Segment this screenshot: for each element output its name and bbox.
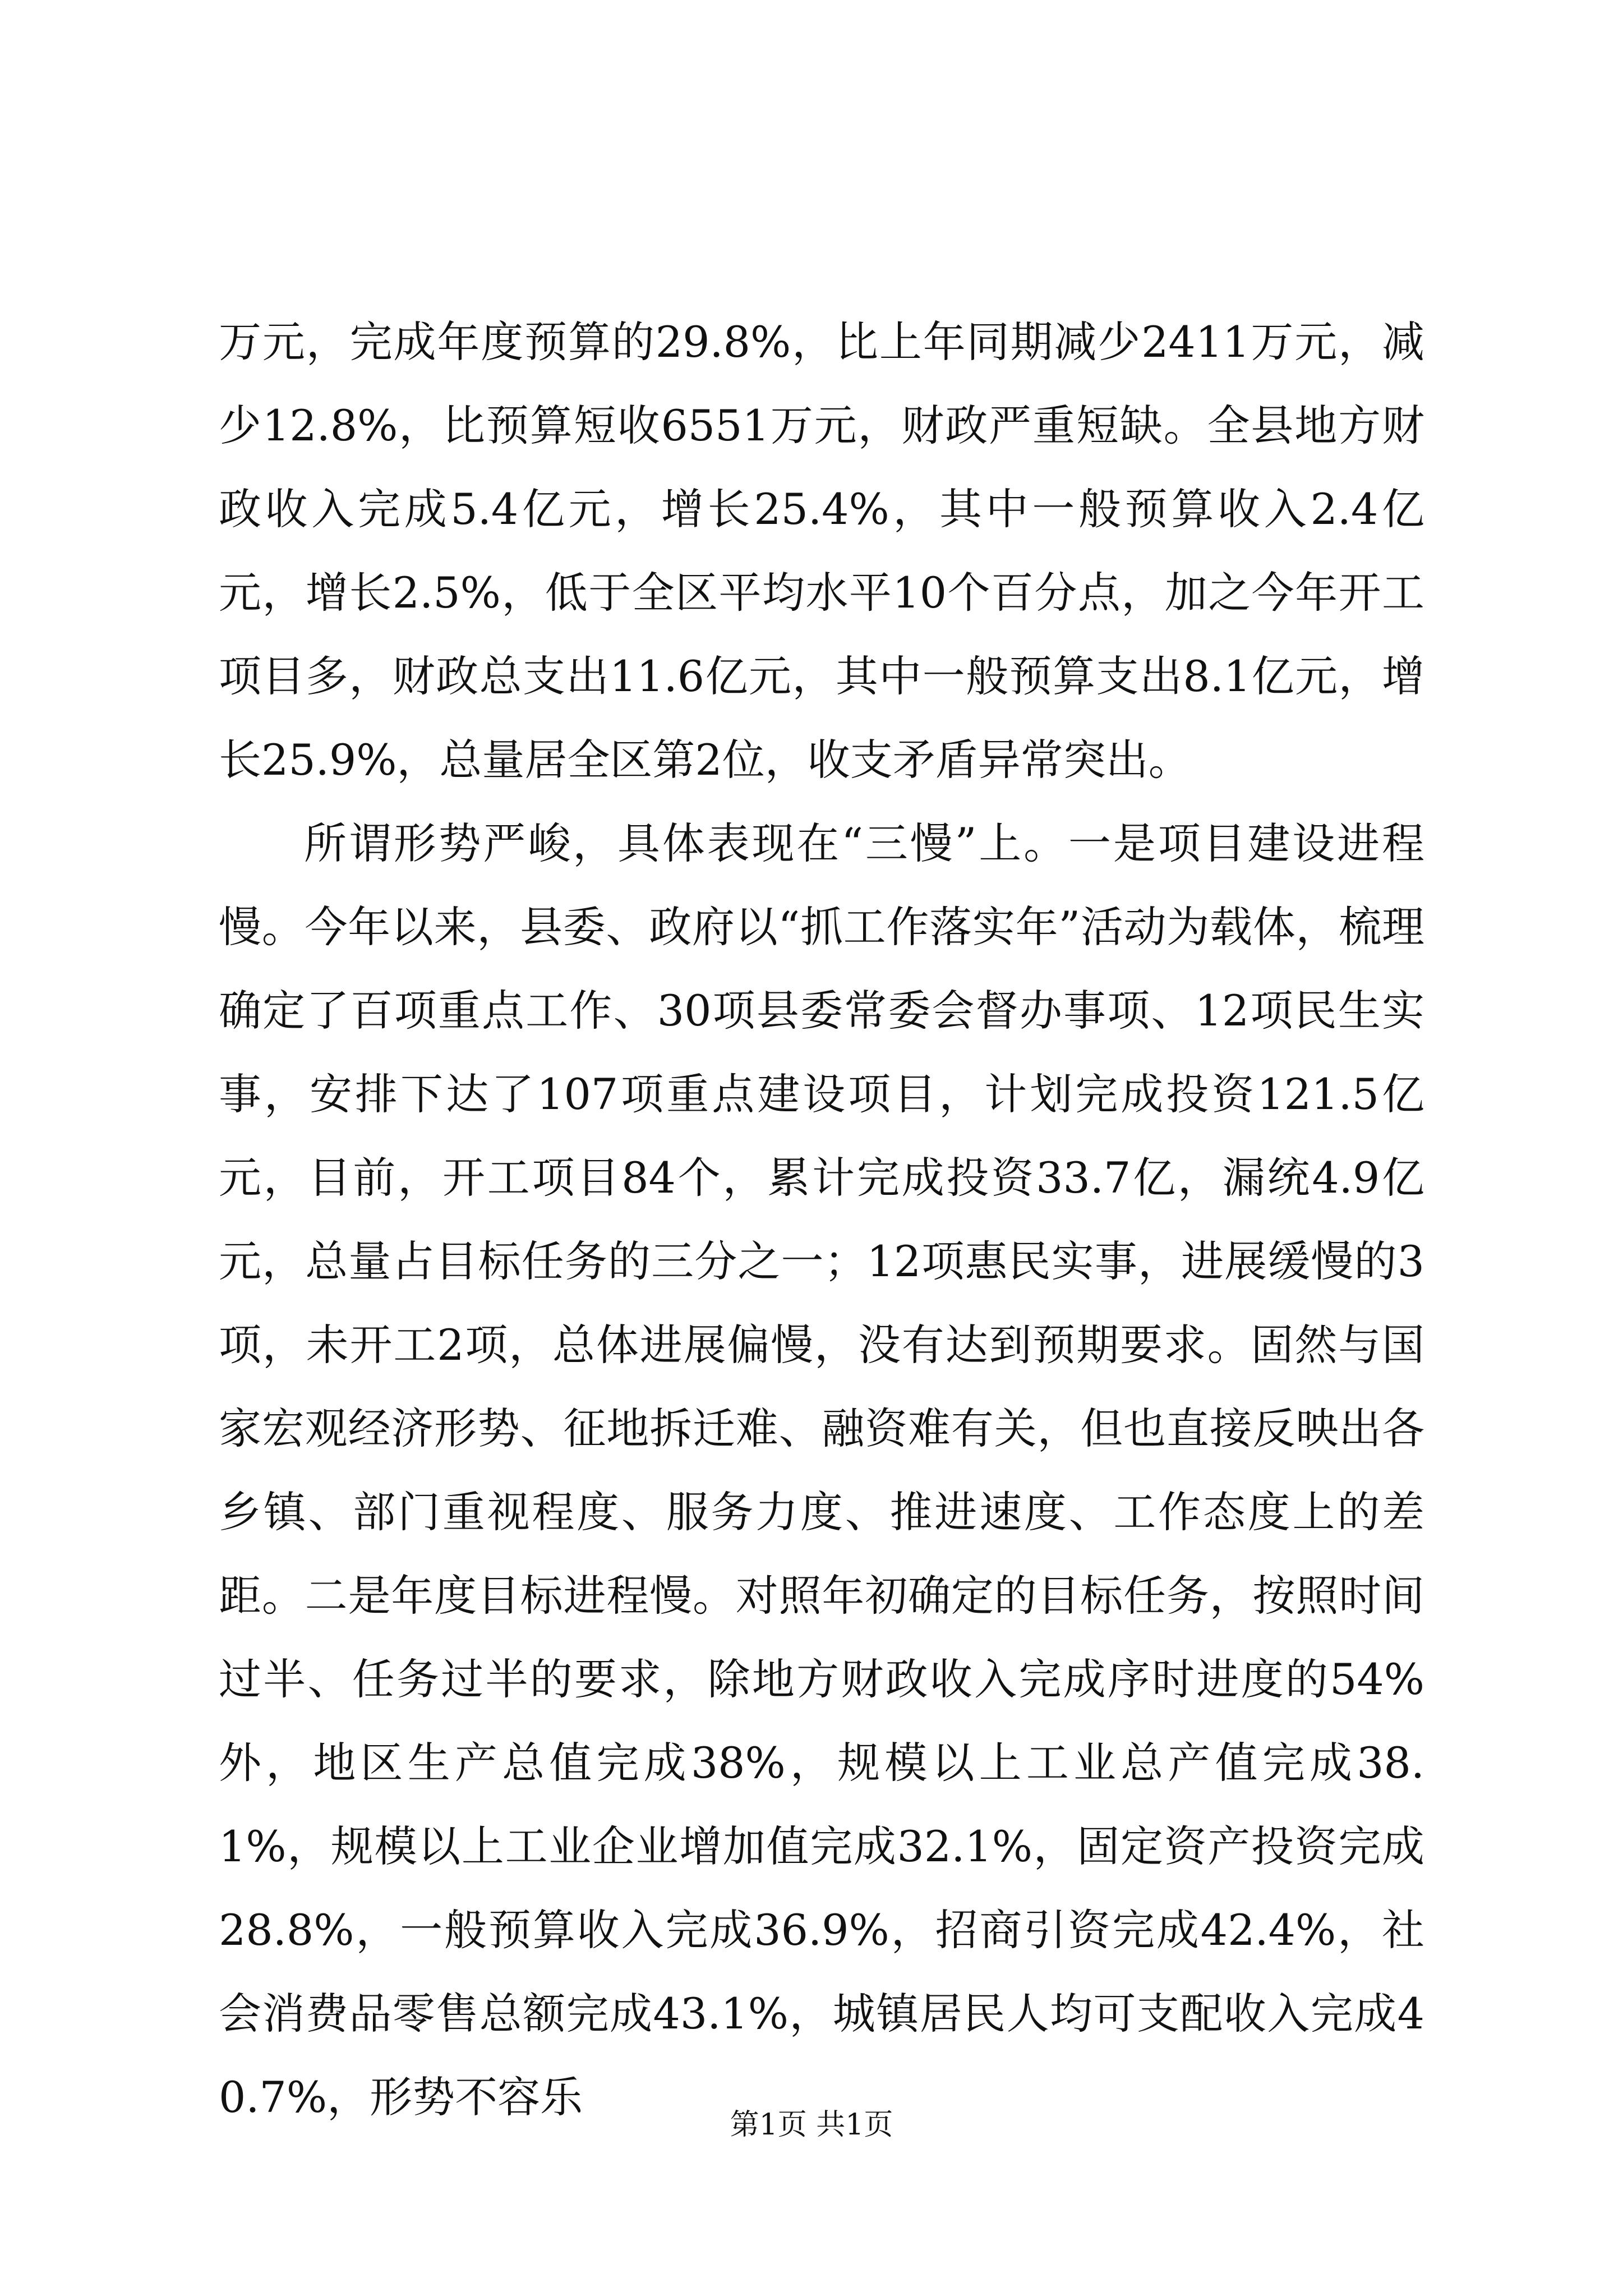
paragraph-1: 万元，完成年度预算的29.8%，比上年同期减少2411万元，减少12.8%，比预算短收6551万元，财政严重短缺。全县地方财政收入完成5.4亿元，增长25.4%，其中一般预算收入2.4亿元，增长2.5%，低于全区平均水平10个百分点，加之今年开工项目多，财政总支出11.6亿元，其中一般预算支出8.1亿元，增长25.9%，总量居全区第2位，收支矛盾异常突出。 xyxy=(219,317,1424,785)
document-body xyxy=(219,300,1424,2139)
page-footer: 第1页 共1页 xyxy=(730,2108,893,2142)
paragraph-2: 所谓形势严峻，具体表现在“三慢”上。一是项目建设进程慢。今年以来，县委、政府以“抓工作落实年”活动为载体，梳理确定了百项重点工作、30项县委常委会督办事项、12项民生实事，安排下达了107项重点建设项目，计划完成投资121.5亿元，目前，开工项目84个，累计完成投资33.7亿，漏统4.9亿元，总量占目标任务的三分之一；12项惠民实事，进展缓慢的3项，未开工2项，总体进展偏慢，没有达到预期要求。固然与国家宏观经济形势、征地拆迁难、融资难有关，但也直接反映出各乡镇、部门重视程度、服务力度、推进速度、工作态度上的差距。二是年度目标进程慢。对照年初确定的目标任务，按照时间过半、任务过半的要求，除地方财政收入完成序时进度的54%外，地区生产总值完成38%，规模以上工业总产值完成38.1%，规模以上工业企业增加值完成32.1%，固定资产投资完成28.8%，一般预算收入完成36.9%，招商引资完成42.4%，社会消费品零售总额完成43.1%，城镇居民人均可支配收入完成40.7%，形势不容乐 xyxy=(219,818,1424,2122)
